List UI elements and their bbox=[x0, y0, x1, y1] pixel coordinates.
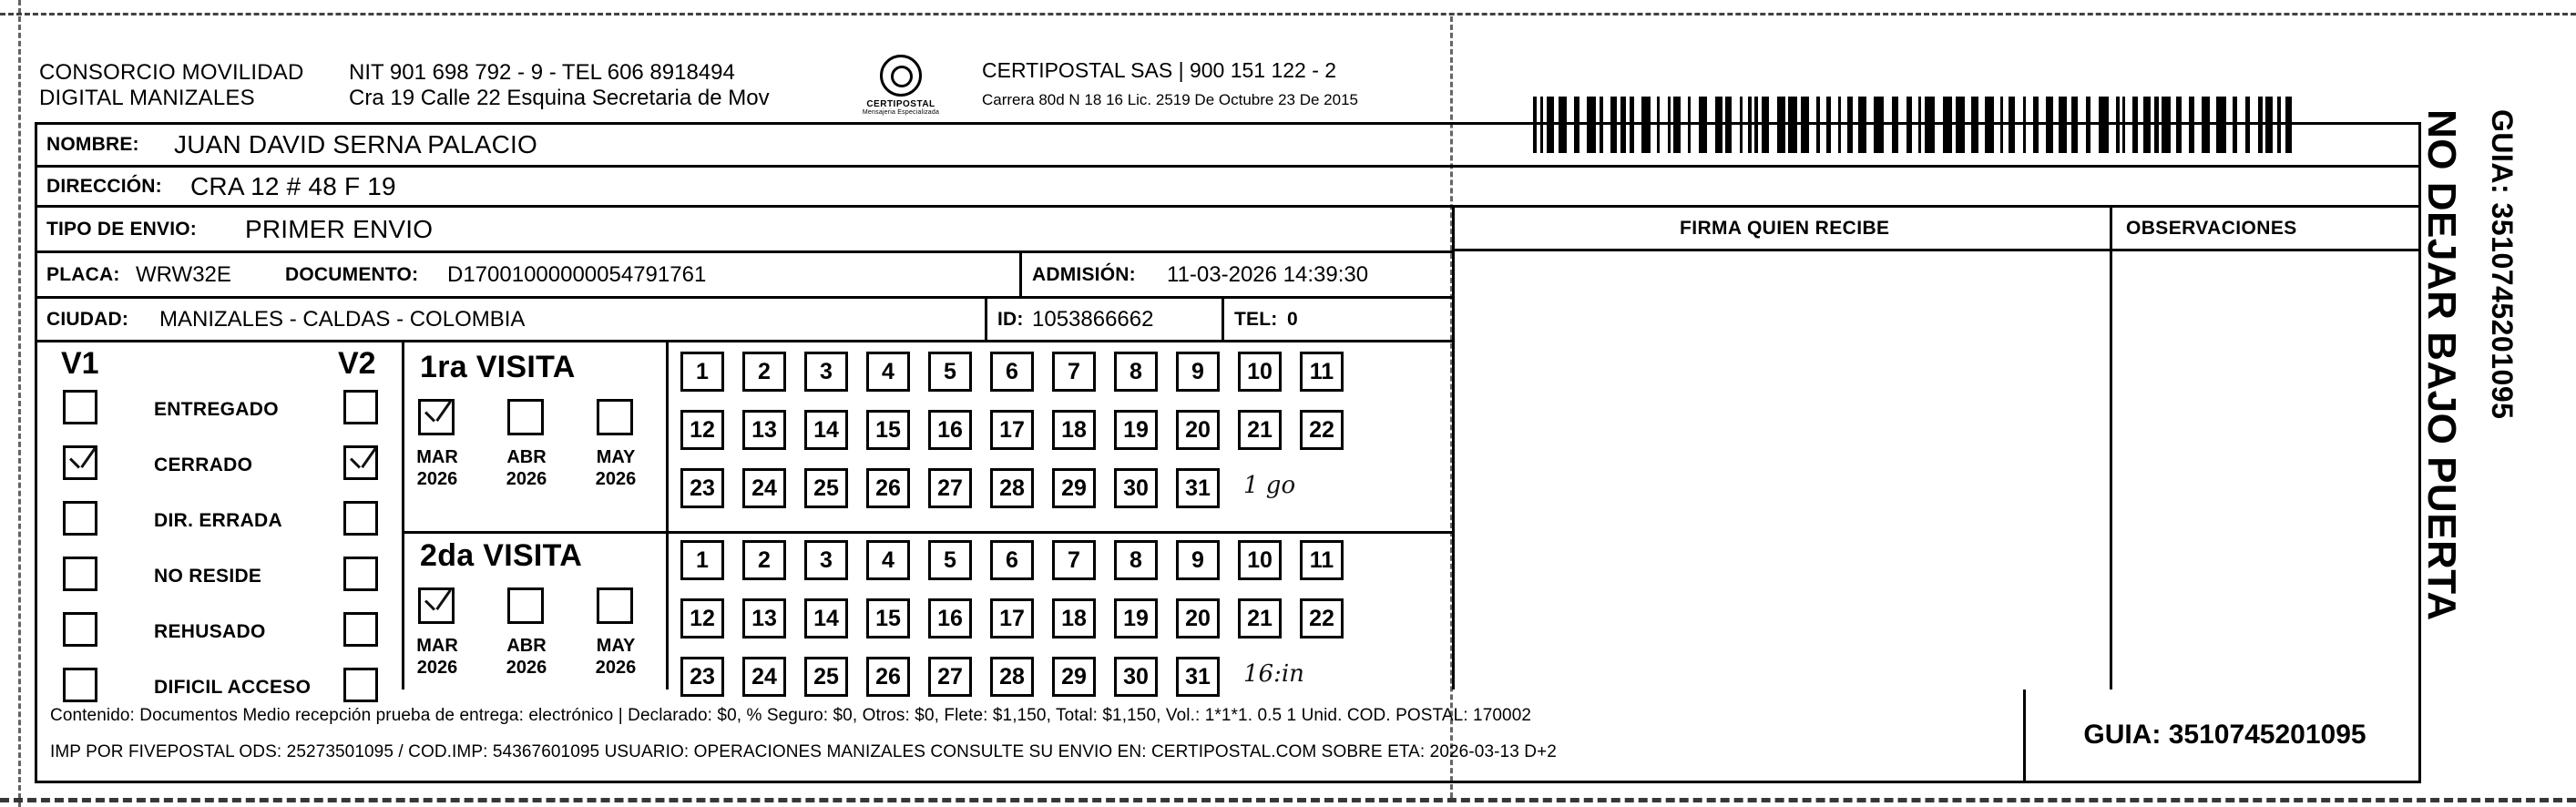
visit-block bbox=[37, 342, 1452, 698]
row-ciudad bbox=[37, 299, 1452, 342]
documento-label: DOCUMENTO: bbox=[285, 263, 419, 285]
month-label bbox=[582, 635, 649, 679]
day-box-8[interactable]: 8 bbox=[1114, 352, 1158, 392]
day-box-5[interactable]: 5 bbox=[928, 540, 972, 580]
observaciones-header-label: OBSERVACIONES bbox=[2126, 217, 2297, 239]
day-box-11[interactable]: 11 bbox=[1300, 352, 1344, 392]
day-box-3[interactable]: 3 bbox=[804, 540, 848, 580]
day-box-5[interactable]: 5 bbox=[928, 352, 972, 392]
day-box-16[interactable]: 16 bbox=[928, 598, 972, 638]
row-direccion bbox=[37, 168, 2418, 208]
checklist-label: CERRADO bbox=[154, 455, 253, 475]
day-box-20[interactable]: 20 bbox=[1176, 598, 1220, 638]
month-name: MAY bbox=[596, 636, 636, 656]
firma-signature-area[interactable] bbox=[1452, 251, 2418, 690]
footer-line2: IMP POR FIVEPOSTAL ODS: 25273501095 / COD.IMP: 54367601095 USUARIO: OPERACIONES MANIZALES CONSULTE SU ENVIO EN: CERTIPOSTAL.COM SOBRE ETA: 2026-03-13 D+2 bbox=[50, 742, 1557, 761]
checkbox-v1-dir-errada[interactable] bbox=[63, 501, 97, 536]
consorcio-block bbox=[39, 60, 304, 111]
nit-line1: NIT 901 698 792 - 9 - TEL 606 8918494 bbox=[349, 60, 735, 85]
checkbox-v2-dir-errada[interactable] bbox=[343, 501, 378, 536]
day-box-31[interactable]: 31 bbox=[1176, 468, 1220, 508]
divider-visit-horizontal bbox=[402, 531, 1452, 534]
month-name: MAY bbox=[596, 447, 636, 467]
placa-label: PLACA: bbox=[46, 263, 120, 285]
firma-header-label: FIRMA QUIEN RECIBE bbox=[1680, 217, 1890, 239]
day-box-9[interactable]: 9 bbox=[1176, 540, 1220, 580]
day-box-30[interactable]: 30 bbox=[1114, 468, 1158, 508]
day-box-15[interactable]: 15 bbox=[866, 598, 910, 638]
divider-id bbox=[985, 299, 987, 340]
row-nombre bbox=[37, 125, 2418, 168]
direccion-label: DIRECCIÓN: bbox=[46, 175, 162, 197]
certipostal-block bbox=[982, 58, 1358, 112]
day-box-19[interactable]: 19 bbox=[1114, 410, 1158, 450]
perforation-top bbox=[0, 13, 2576, 15]
check-mark-icon bbox=[345, 447, 376, 478]
v1-header: V1 bbox=[61, 346, 99, 381]
day-box-1[interactable]: 1 bbox=[680, 540, 724, 580]
row-placa-documento bbox=[37, 253, 1452, 299]
month-year: 2026 bbox=[506, 469, 547, 489]
day-box-9[interactable]: 9 bbox=[1176, 352, 1220, 392]
checklist-label: ENTREGADO bbox=[154, 399, 279, 420]
consorcio-line1: CONSORCIO MOVILIDAD bbox=[39, 60, 304, 85]
day-box-18[interactable]: 18 bbox=[1052, 598, 1096, 638]
checklist-label: NO RESIDE bbox=[154, 566, 262, 587]
handwritten-time: 16:in bbox=[1243, 660, 1304, 688]
day-box-6[interactable]: 6 bbox=[990, 352, 1034, 392]
day-box-14[interactable]: 14 bbox=[804, 598, 848, 638]
checkbox-v1-entregado[interactable] bbox=[63, 390, 97, 424]
checkbox-v1-rehusado[interactable] bbox=[63, 612, 97, 647]
guia-footer: GUIA: 3510745201095 bbox=[2023, 690, 2424, 781]
nombre-value: JUAN DAVID SERNA PALACIO bbox=[174, 130, 537, 158]
day-box-18[interactable]: 18 bbox=[1052, 410, 1096, 450]
month-label bbox=[404, 446, 471, 490]
day-box-4[interactable]: 4 bbox=[866, 540, 910, 580]
day-box-3[interactable]: 3 bbox=[804, 352, 848, 392]
nit-block bbox=[349, 60, 770, 111]
month-name: ABR bbox=[506, 447, 547, 467]
check-mark-icon bbox=[420, 589, 451, 620]
divider-tel bbox=[1222, 299, 1224, 340]
day-box-21[interactable]: 21 bbox=[1238, 410, 1282, 450]
day-box-13[interactable]: 13 bbox=[742, 410, 786, 450]
day-box-15[interactable]: 15 bbox=[866, 410, 910, 450]
day-box-29[interactable]: 29 bbox=[1052, 468, 1096, 508]
nit-line2: Cra 19 Calle 22 Esquina Secretaria de Mov bbox=[349, 86, 770, 110]
footer-block bbox=[37, 690, 2418, 781]
day-box-13[interactable]: 13 bbox=[742, 598, 786, 638]
tel-label: TEL: bbox=[1234, 308, 1278, 330]
day-box-16[interactable]: 16 bbox=[928, 410, 972, 450]
admision-label: ADMISIÓN: bbox=[1032, 263, 1136, 285]
checklist-label: DIFICIL ACCESO bbox=[154, 677, 312, 698]
logo-subtitle: Mensajeria Especializada bbox=[862, 109, 940, 116]
month-checkbox-may[interactable] bbox=[597, 587, 633, 624]
month-year: 2026 bbox=[595, 469, 637, 489]
perforation-left bbox=[18, 0, 21, 807]
day-box-17[interactable]: 17 bbox=[990, 598, 1034, 638]
day-box-26[interactable]: 26 bbox=[866, 657, 910, 697]
day-box-7[interactable]: 7 bbox=[1052, 352, 1096, 392]
day-box-4[interactable]: 4 bbox=[866, 352, 910, 392]
day-box-22[interactable]: 22 bbox=[1300, 410, 1344, 450]
row-tipo-envio bbox=[37, 208, 1452, 253]
day-box-10[interactable]: 10 bbox=[1238, 540, 1282, 580]
perforation-bottom bbox=[0, 798, 2576, 802]
id-value: 1053866662 bbox=[1032, 306, 1154, 332]
day-box-7[interactable]: 7 bbox=[1052, 540, 1096, 580]
consorcio-line2: DIGITAL MANIZALES bbox=[39, 86, 255, 110]
month-year: 2026 bbox=[416, 658, 458, 678]
day-box-28[interactable]: 28 bbox=[990, 657, 1034, 697]
side-text-no-dejar: NO DEJAR BAJO PUERTA bbox=[2419, 109, 2464, 621]
day-box-23[interactable]: 23 bbox=[680, 468, 724, 508]
month-label bbox=[493, 635, 560, 679]
day-box-25[interactable]: 25 bbox=[804, 468, 848, 508]
day-box-1[interactable]: 1 bbox=[680, 352, 724, 392]
day-box-27[interactable]: 27 bbox=[928, 468, 972, 508]
id-label: ID: bbox=[997, 308, 1024, 330]
ciudad-label: CIUDAD: bbox=[46, 308, 129, 330]
month-checkbox-abr[interactable] bbox=[507, 587, 544, 624]
checkbox-v2-no-reside[interactable] bbox=[343, 557, 378, 591]
day-box-6[interactable]: 6 bbox=[990, 540, 1034, 580]
day-box-24[interactable]: 24 bbox=[742, 657, 786, 697]
divider-admision bbox=[1019, 253, 1022, 296]
day-box-8[interactable]: 8 bbox=[1114, 540, 1158, 580]
handwritten-time: 1 go bbox=[1243, 472, 1296, 499]
tipo-envio-value: PRIMER ENVIO bbox=[245, 214, 434, 243]
certipostal-line2: Carrera 80d N 18 16 Lic. 2519 De Octubre 23 De 2015 bbox=[982, 91, 1358, 108]
month-checkbox-may[interactable] bbox=[597, 399, 633, 435]
day-box-11[interactable]: 11 bbox=[1300, 540, 1344, 580]
day-box-30[interactable]: 30 bbox=[1114, 657, 1158, 697]
month-name: MAR bbox=[416, 447, 458, 467]
checkbox-v1-no-reside[interactable] bbox=[63, 557, 97, 591]
firma-header-row bbox=[1452, 208, 2418, 251]
checklist-label: DIR. ERRADA bbox=[154, 510, 282, 531]
day-box-21[interactable]: 21 bbox=[1238, 598, 1282, 638]
certipostal-line1: CERTIPOSTAL SAS | 900 151 122 - 2 bbox=[982, 58, 1337, 82]
day-box-26[interactable]: 26 bbox=[866, 468, 910, 508]
label-frame bbox=[35, 122, 2421, 783]
month-label bbox=[404, 635, 471, 679]
day-box-14[interactable]: 14 bbox=[804, 410, 848, 450]
check-mark-icon bbox=[65, 447, 96, 478]
visit-title: 1ra VISITA bbox=[420, 350, 576, 384]
checklist-label: REHUSADO bbox=[154, 621, 266, 642]
checkbox-v2-entregado[interactable] bbox=[343, 390, 378, 424]
day-box-2[interactable]: 2 bbox=[742, 540, 786, 580]
month-label bbox=[493, 446, 560, 490]
direccion-value: CRA 12 # 48 F 19 bbox=[190, 171, 396, 200]
day-box-28[interactable]: 28 bbox=[990, 468, 1034, 508]
day-box-22[interactable]: 22 bbox=[1300, 598, 1344, 638]
documento-value: D17001000000054791761 bbox=[447, 261, 707, 287]
label-zone bbox=[35, 46, 2452, 783]
month-checkbox-abr[interactable] bbox=[507, 399, 544, 435]
v2-header: V2 bbox=[338, 346, 376, 381]
check-mark-icon bbox=[420, 401, 451, 432]
tel-value: 0 bbox=[1287, 308, 1298, 330]
day-box-27[interactable]: 27 bbox=[928, 657, 972, 697]
month-label bbox=[582, 446, 649, 490]
day-box-25[interactable]: 25 bbox=[804, 657, 848, 697]
logo-ring-icon bbox=[880, 55, 922, 97]
month-name: MAR bbox=[416, 636, 458, 656]
month-year: 2026 bbox=[595, 658, 637, 678]
month-year: 2026 bbox=[416, 469, 458, 489]
tipo-envio-label: TIPO DE ENVIO: bbox=[46, 218, 197, 240]
month-name: ABR bbox=[506, 636, 547, 656]
day-box-19[interactable]: 19 bbox=[1114, 598, 1158, 638]
nombre-label: NOMBRE: bbox=[46, 134, 139, 155]
day-box-12[interactable]: 12 bbox=[680, 598, 724, 638]
day-box-24[interactable]: 24 bbox=[742, 468, 786, 508]
day-box-31[interactable]: 31 bbox=[1176, 657, 1220, 697]
day-box-29[interactable]: 29 bbox=[1052, 657, 1096, 697]
visit-title: 2da VISITA bbox=[420, 538, 583, 573]
ciudad-value: MANIZALES - CALDAS - COLOMBIA bbox=[159, 306, 526, 332]
admision-value: 11-03-2026 14:39:30 bbox=[1167, 261, 1369, 287]
day-box-23[interactable]: 23 bbox=[680, 657, 724, 697]
side-text-guia: GUIA: 3510745201095 bbox=[2486, 109, 2519, 420]
day-box-10[interactable]: 10 bbox=[1238, 352, 1282, 392]
placa-value: WRW32E bbox=[136, 261, 231, 287]
checkbox-v2-rehusado[interactable] bbox=[343, 612, 378, 647]
day-box-20[interactable]: 20 bbox=[1176, 410, 1220, 450]
certipostal-logo-icon bbox=[859, 55, 943, 116]
logo-name: CERTIPOSTAL bbox=[866, 99, 935, 109]
footer-line1: Contenido: Documentos Medio recepción prueba de entrega: electrónico | Declarado: $0, % Seguro: $0, Otros: $0, Flete: $1,150, Total: $1,150, Vol.: 1*1*1. 0.5 1 Unid. COD. POSTAL: 170002 bbox=[50, 706, 1532, 725]
side-vertical-text bbox=[2419, 109, 2573, 729]
day-box-2[interactable]: 2 bbox=[742, 352, 786, 392]
day-box-12[interactable]: 12 bbox=[680, 410, 724, 450]
month-year: 2026 bbox=[506, 658, 547, 678]
day-box-17[interactable]: 17 bbox=[990, 410, 1034, 450]
divider-visit-right bbox=[666, 342, 669, 690]
